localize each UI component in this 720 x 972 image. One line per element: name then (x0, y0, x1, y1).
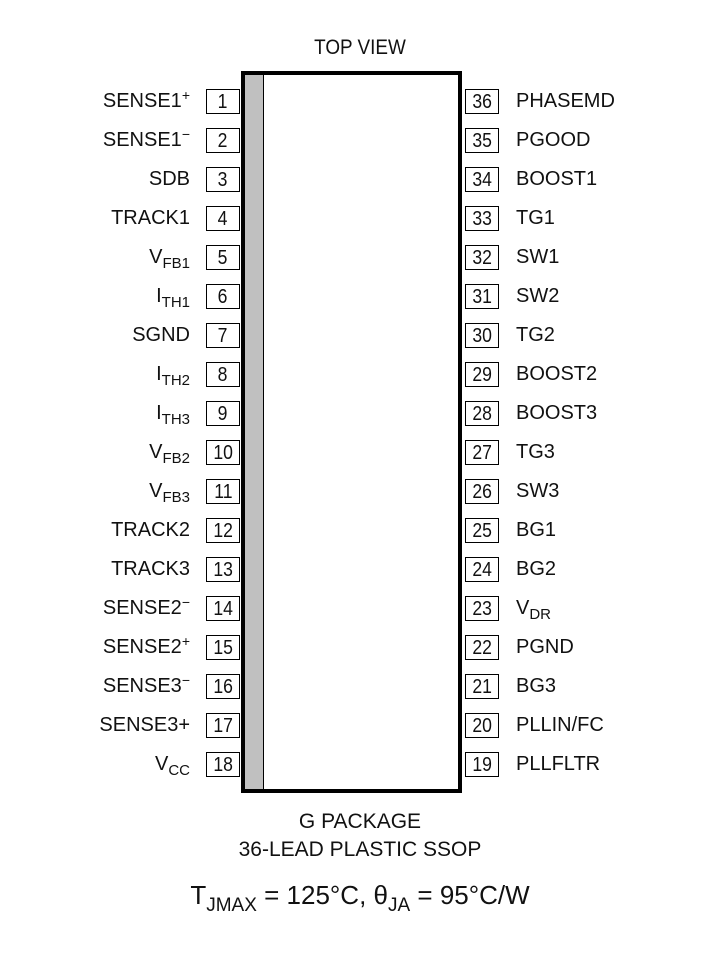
pin-number: 29 (472, 364, 492, 386)
pin-label (10, 401, 190, 428)
pin-number: 36 (472, 91, 492, 113)
pin-number: 17 (213, 715, 233, 737)
pin-name: I (156, 402, 162, 424)
pin-label (516, 128, 590, 152)
pin-number: 22 (472, 637, 492, 659)
pin-subscript: FB1 (162, 255, 190, 272)
pin-label (10, 284, 190, 311)
pin-number-box (206, 635, 240, 660)
pin-number: 18 (213, 754, 233, 776)
pin-name: V (149, 246, 163, 268)
pin-name: BG1 (516, 519, 557, 541)
pin-number: 26 (472, 481, 492, 503)
pin-label (516, 206, 555, 230)
pin-label (516, 596, 552, 623)
pin-number-box (465, 89, 499, 114)
pin-name: SGND (132, 324, 190, 346)
pin-label (10, 362, 190, 389)
pin-number: 24 (472, 559, 492, 581)
pin-label (10, 635, 190, 659)
pin-name: SENSE1 (102, 90, 182, 112)
pin-number: 6 (218, 286, 228, 308)
pin-name: TG1 (516, 207, 555, 229)
pin-subscript: TH1 (161, 294, 190, 311)
pin-number-box (465, 518, 499, 543)
pin-number: 31 (472, 286, 492, 308)
pin-label (516, 245, 559, 269)
pin-number: 8 (218, 364, 228, 386)
pin-name: BG2 (516, 558, 557, 580)
pin-number: 23 (472, 598, 492, 620)
pin-number-box (206, 674, 240, 699)
pin-number-box (206, 752, 240, 777)
pin-label (10, 206, 190, 230)
pin-number-box (206, 479, 240, 504)
pin-number-box (206, 362, 240, 387)
pin-name: I (156, 285, 162, 307)
pin-number-box (206, 401, 240, 426)
pin-name: PGND (516, 636, 574, 658)
pin-number: 21 (472, 676, 492, 698)
pin-number: 15 (213, 637, 233, 659)
pin-number-box (206, 284, 240, 309)
pin-name: V (149, 480, 163, 502)
pin-label (10, 245, 190, 272)
pin-superscript: − (181, 672, 190, 688)
pin-label (516, 752, 600, 776)
pin-number-box (465, 206, 499, 231)
pin-name: V (516, 597, 530, 619)
pin-number: 10 (213, 442, 233, 464)
theta-subscript: JA (388, 895, 411, 916)
pin-number: 28 (472, 403, 492, 425)
pin-number-box (206, 557, 240, 582)
pin-label (10, 713, 190, 737)
pin-number-box (206, 440, 240, 465)
pin-name: SW2 (516, 285, 560, 307)
pin-number-box (465, 440, 499, 465)
pin-number-box (206, 128, 240, 153)
pin-name: PLLIN/FC (516, 714, 604, 736)
thermal-spec (0, 880, 720, 916)
pin-label (10, 557, 190, 581)
package-description: 36-LEAD PLASTIC SSOP (238, 838, 482, 861)
pin-subscript: TH3 (161, 411, 190, 428)
pin-subscript: FB3 (162, 489, 190, 506)
pin-number: 1 (218, 91, 228, 113)
pin-number-box (465, 635, 499, 660)
pin-number-box (465, 323, 499, 348)
pin-label (10, 440, 190, 467)
pin-label (516, 479, 559, 503)
pin-number: 3 (218, 169, 228, 191)
pin-number: 9 (218, 403, 228, 425)
pin-name: BOOST1 (516, 168, 598, 190)
tj-symbol: T (190, 880, 207, 910)
pin-number-box (465, 674, 499, 699)
pin-number: 14 (213, 598, 233, 620)
pin-name: SENSE3 (102, 675, 182, 697)
pin-label (516, 557, 556, 581)
pin-subscript: DR (529, 606, 552, 623)
pin-label (10, 674, 190, 698)
pin-name: V (149, 441, 163, 463)
pin-subscript: CC (168, 762, 190, 779)
pin-number-box (206, 596, 240, 621)
pin-label (516, 635, 574, 659)
pin-number-box (465, 284, 499, 309)
pin-number-box (465, 713, 499, 738)
pin-label (516, 284, 559, 308)
pin-number: 20 (472, 715, 492, 737)
pin-number-box (206, 245, 240, 270)
theta-symbol: θ (373, 880, 388, 910)
pin-number: 25 (472, 520, 492, 542)
pin-name: TRACK3 (111, 558, 190, 580)
pin-number: 34 (472, 169, 492, 191)
pin-label (10, 167, 190, 191)
pin-label (516, 713, 604, 737)
pin1-indicator-strip (245, 75, 264, 789)
pin-name: PGOOD (516, 129, 591, 151)
pin-label (10, 323, 190, 347)
pin-label (516, 362, 597, 386)
pin-superscript: − (181, 126, 190, 142)
pin-superscript: − (181, 594, 190, 610)
pin-number: 27 (472, 442, 492, 464)
pin-label (516, 518, 556, 542)
pin-label (516, 89, 615, 113)
pin-label (516, 674, 556, 698)
pin-name: BOOST2 (516, 363, 598, 385)
pin-label (516, 440, 555, 464)
pin-name: TRACK2 (111, 519, 190, 541)
pin-number-box (465, 401, 499, 426)
pin-number-box (465, 362, 499, 387)
pin-number-box (206, 323, 240, 348)
pin-name: SENSE3+ (99, 714, 190, 736)
pin-number: 32 (472, 247, 492, 269)
pin-number-box (465, 128, 499, 153)
pin-name: I (156, 363, 162, 385)
theta-value: = 95°C/W (410, 880, 530, 910)
pin-number: 30 (472, 325, 492, 347)
pin-label (516, 323, 555, 347)
pin-number-box (465, 479, 499, 504)
package-name: G PACKAGE (298, 810, 422, 833)
tj-value: = 125°C, (256, 880, 374, 910)
pin-number: 13 (213, 559, 233, 581)
pin-number: 4 (218, 208, 228, 230)
pin-number: 2 (218, 130, 228, 152)
pin-name: SENSE1 (102, 129, 182, 151)
pin-number: 12 (213, 520, 233, 542)
pin-number: 16 (213, 676, 233, 698)
pin-number-box (465, 752, 499, 777)
ic-package-body (241, 71, 462, 793)
pin-number: 5 (218, 247, 228, 269)
pin-number-box (206, 167, 240, 192)
pin-name: SDB (148, 168, 190, 190)
pin-label (10, 596, 190, 620)
pin-number-box (465, 557, 499, 582)
pin-subscript: TH2 (161, 372, 190, 389)
pin-label (10, 89, 190, 113)
pin-superscript: + (181, 633, 190, 649)
pin-number: 7 (218, 325, 228, 347)
pin-label (10, 479, 190, 506)
pin-number: 11 (213, 481, 233, 503)
pin-label (10, 128, 190, 152)
pin-number: 19 (472, 754, 492, 776)
pin-name: SENSE2 (102, 636, 182, 658)
pin-number-box (206, 89, 240, 114)
pin-name: PHASEMD (516, 90, 615, 112)
pin-label (516, 167, 597, 191)
pin-name: V (154, 753, 169, 775)
pin-number-box (206, 518, 240, 543)
pin-subscript: FB2 (162, 450, 190, 467)
pin-number-box (465, 596, 499, 621)
pin-name: TRACK1 (111, 207, 190, 229)
pin-name: SENSE2 (102, 597, 182, 619)
top-view-title: TOP VIEW (314, 36, 406, 59)
pin-name: TG3 (516, 441, 555, 463)
pin-name: BOOST3 (516, 402, 598, 424)
pin-number-box (206, 206, 240, 231)
pin-number-box (206, 713, 240, 738)
pin-label (10, 518, 190, 542)
pin-name: SW1 (516, 246, 560, 268)
pin-label (10, 752, 190, 779)
pin-number: 33 (472, 208, 492, 230)
pin-number-box (465, 167, 499, 192)
pin-name: PLLFLTR (516, 753, 601, 775)
pin-label (516, 401, 597, 425)
pin-name: SW3 (516, 480, 560, 502)
tj-subscript: JMAX (206, 895, 257, 916)
pin-name: TG2 (516, 324, 555, 346)
pin-superscript: + (181, 87, 190, 103)
pin-number: 35 (472, 130, 492, 152)
pin-number-box (465, 245, 499, 270)
pin-name: BG3 (516, 675, 557, 697)
